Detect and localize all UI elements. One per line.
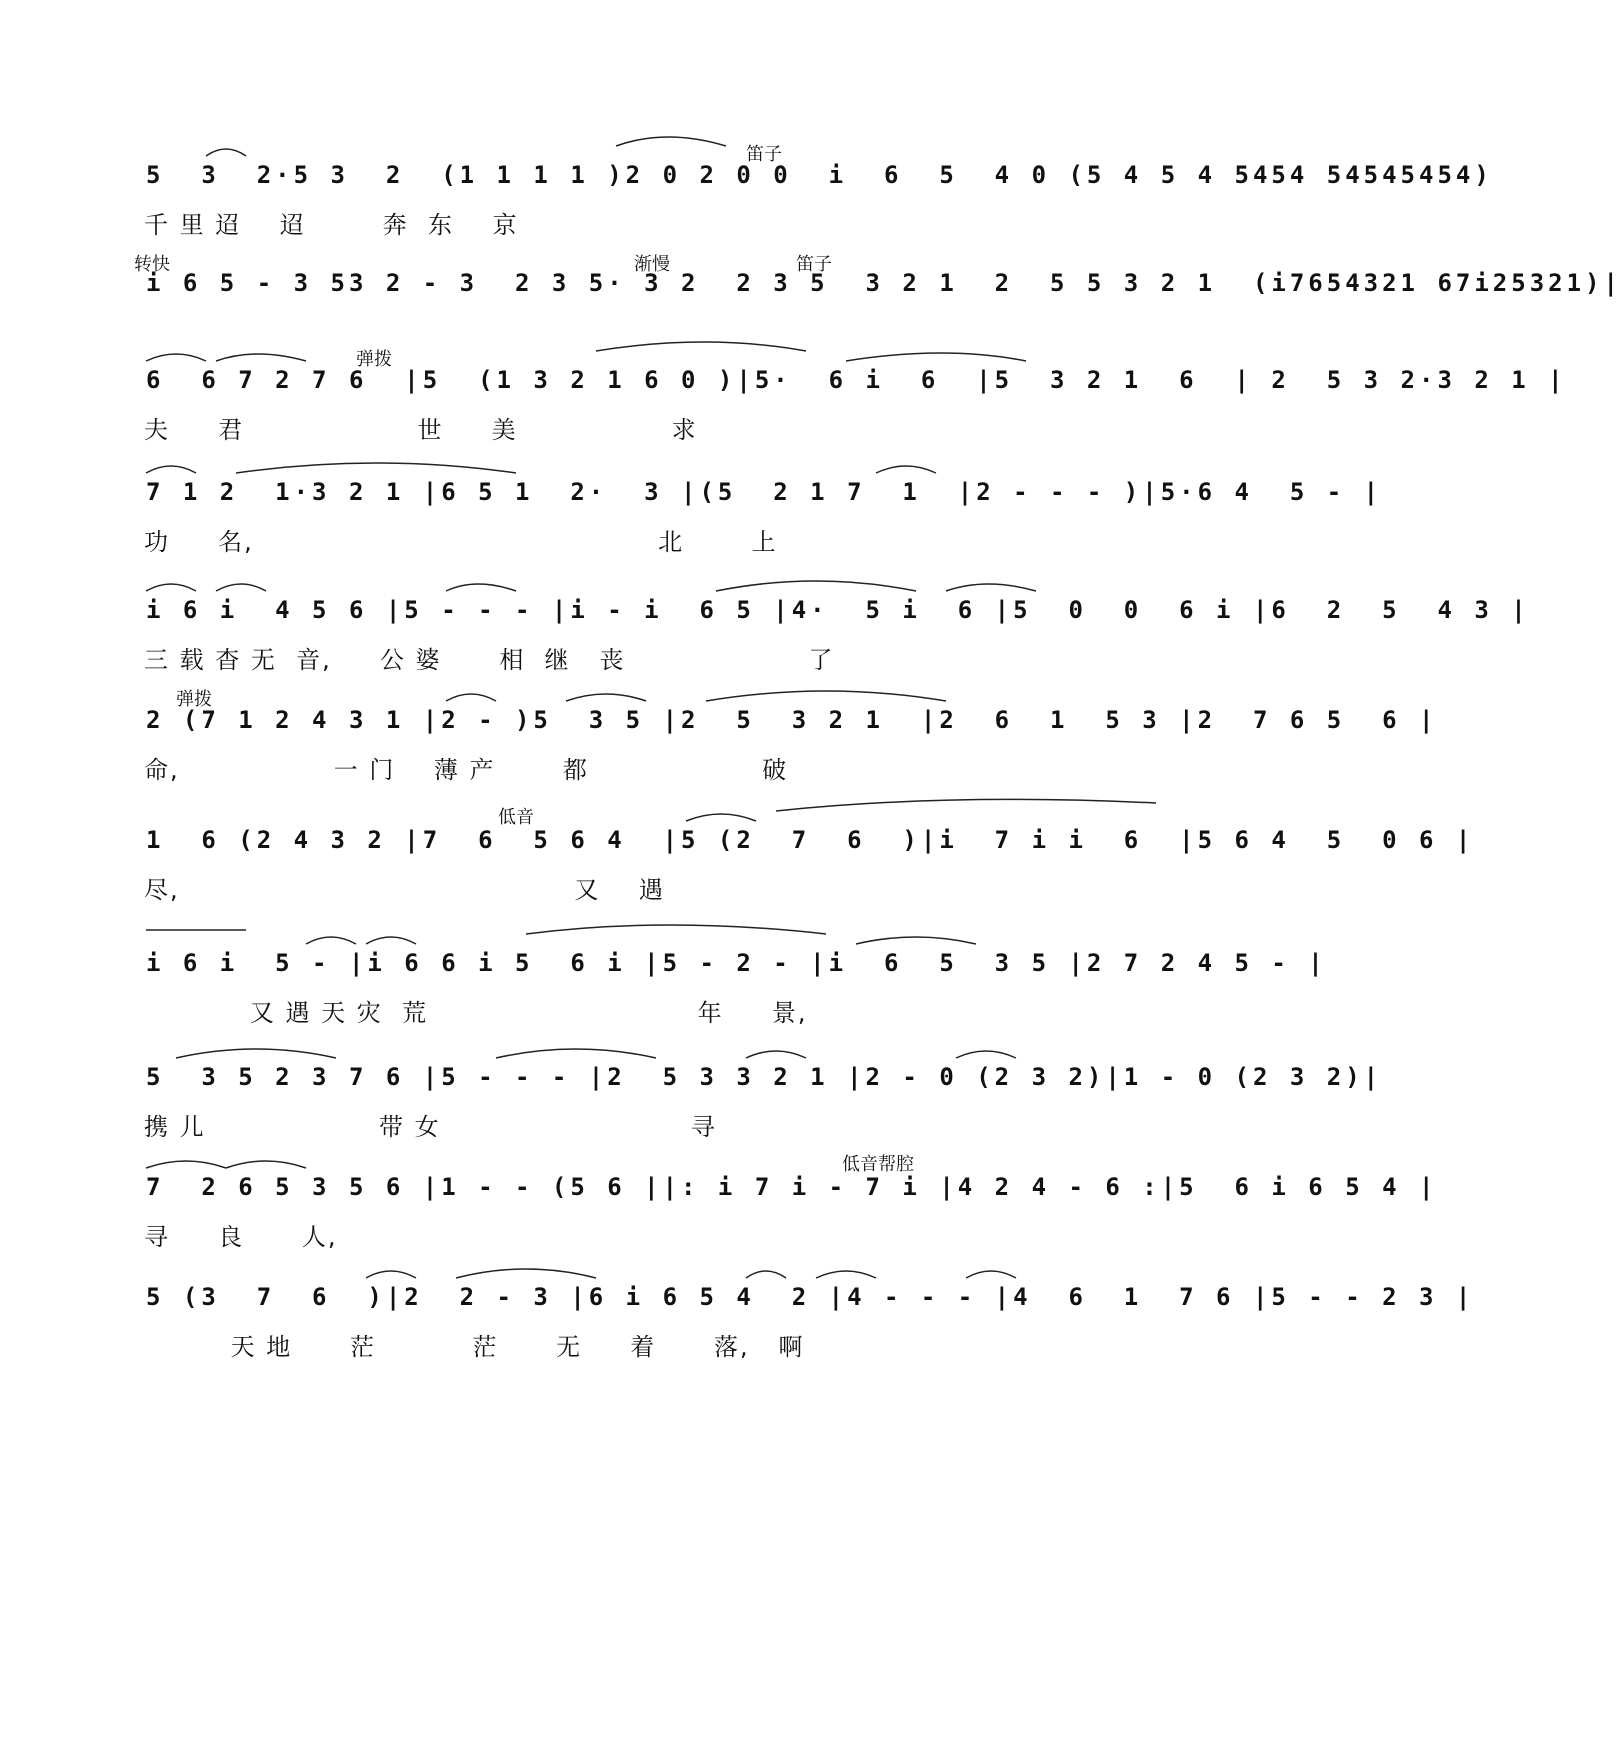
- jianpu-notes: 7 1 2 1·3 2 1 |6 5 1 2· 3 |(5 2 1 7 1 |2 - - - )|5·6 4 5 - |: [146, 478, 1383, 506]
- slur-marks: [146, 142, 1156, 162]
- lyric-line: 功 名, 北 上: [144, 528, 778, 556]
- lyric-line: 千 里 迢 迢 奔 东 京: [144, 211, 519, 239]
- annotation-tanbo: 弹拨: [356, 349, 392, 370]
- score-system-7: [144, 807, 1475, 945]
- lyric-line: 命, 一 门 薄 产 都 破: [144, 756, 789, 784]
- slur-marks: [146, 1154, 1156, 1174]
- lyric-line: 寻 良 人,: [144, 1223, 338, 1251]
- slur-marks: [146, 459, 1156, 479]
- lyric-line: 夫 君 世 美 求: [144, 416, 698, 444]
- slur-marks: [146, 930, 1156, 950]
- annotation-jianman: 渐慢: [634, 254, 670, 275]
- lyric-line: 携 儿 带 女 寻: [144, 1113, 717, 1141]
- lyric-line: 尽, 又 遇: [144, 876, 665, 904]
- jianpu-notes: 2 (7 1 2 4 3 1 |2 - )5 3 5 |2 5 3 2 1 |2 6 1 5 3 |2 7 6 5 6 |: [146, 706, 1438, 734]
- lyric-line: 天 地 茫 茫 无 着 落, 啊: [144, 1333, 805, 1361]
- slur-marks: [146, 807, 1156, 827]
- slur-marks: [146, 577, 1156, 597]
- annotation-diyin: 低音: [498, 807, 534, 828]
- slur-marks: [146, 1044, 1156, 1064]
- jianpu-notes: 5 3 5 2 3 7 6 |5 - - - |2 5 3 3 2 1 |2 - 0 (2 3 2)|1 - 0 (2 3 2)|: [146, 1063, 1383, 1091]
- jianpu-notes: i 6 i 4 5 6 |5 - - - |i - i 6 5 |4· 5 i 6 |5 0 0 6 i |6 2 5 4 3 |: [146, 596, 1530, 624]
- annotation-diyin-bangqiang: 低音帮腔: [842, 1154, 914, 1175]
- lyric-line: 三 载 杳 无 音, 公 婆 相 继 丧 了: [144, 646, 835, 674]
- slur-marks: [146, 687, 1156, 707]
- jianpu-notes: i 6 i 5 - |i 6 6 i 5 6 i |5 - 2 - |i 6 5 3 5 |2 7 2 4 5 - |: [146, 949, 1327, 977]
- annotation-dizi: 笛子: [746, 144, 782, 165]
- annotation-tanbo: 弹拨: [176, 689, 212, 710]
- jianpu-notes: 5 (3 7 6 )|2 2 - 3 |6 i 6 5 4 2 |4 - - - |4 6 1 7 6 |5 - - 2 3 |: [146, 1283, 1475, 1311]
- slur-marks: [146, 1264, 1156, 1284]
- score-system-11: [144, 1282, 1475, 1402]
- jianpu-notes: 1 6 (2 4 3 2 |7 6 5 6 4 |5 (2 7 6 )|i 7 i i 6 |5 6 4 5 0 6 |: [146, 826, 1475, 854]
- jianpu-notes: i 6 5 - 3 53 2 - 3 2 3 5· 3 2 2 3 5 3 2 1 2 5 5 3 2 1 (i7654321 67i25321)|: [146, 269, 1622, 297]
- slur-marks: [146, 347, 1156, 367]
- annotation-dizi: 笛子: [796, 254, 832, 275]
- jianpu-notes: 7 2 6 5 3 5 6 |1 - - (5 6 ||: i 7 i - 7 i |4 2 4 - 6 :|5 6 i 6 5 4 |: [146, 1173, 1438, 1201]
- lyric-line: 又 遇 天 灾 荒 年 景,: [144, 999, 808, 1027]
- annotation-zhuankuai: 转快: [134, 254, 170, 275]
- jianpu-notes: 6 6 7 2 7 6 |5 (1 3 2 1 6 0 )|5· 6 i 6 |5 3 2 1 6 | 2 5 3 2·3 2 1 |: [146, 366, 1567, 394]
- jianpu-notes: 5 3 2·5 3 2 (1 1 1 1 )2 0 2 0 0 i 6 5 4 0 (5 4 5 4 5454 54545454): [146, 161, 1493, 189]
